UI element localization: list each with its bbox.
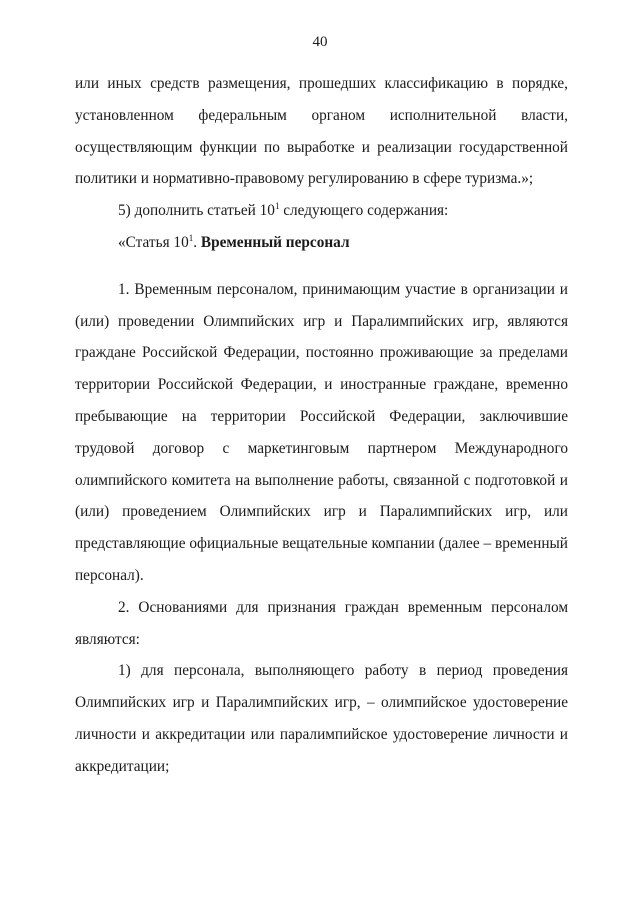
text-line: пребывающие на территории Российской Федерации, заключившие: [75, 407, 568, 425]
text-line: личности и аккредитации или паралимпийское удостоверение личности и: [75, 725, 568, 743]
text-line: аккредитации;: [75, 757, 170, 775]
continuation-paragraph: [75, 68, 568, 195]
article-dot: .: [193, 233, 201, 251]
text-line: представляющие официальные вещательные компании (далее – временный: [75, 535, 568, 553]
item-text: следующего содержания:: [279, 202, 449, 220]
text-line: установленном федеральным органом исполнительной власти,: [75, 106, 568, 124]
page-number: 40: [312, 34, 328, 50]
text-line: олимпийского комитета на выполнение работы, связанной с подготовкой и: [75, 471, 568, 489]
text-line: политики и нормативно-правовому регулированию в сфере туризма.»;: [75, 170, 534, 188]
text-line: персонал).: [75, 566, 144, 584]
subitem-1: [75, 655, 568, 782]
superscript: 1: [274, 201, 280, 212]
text-line: или иных средств размещения, прошедших классификацию в порядке,: [75, 75, 568, 92]
text-line: граждане Российской Федерации, постоянно проживающие за пределами: [75, 344, 568, 362]
paragraph-1: [75, 274, 568, 592]
item-text: 5) дополнить статьей 10: [118, 202, 275, 220]
paragraph-2: [75, 592, 568, 656]
text-line: осуществляющим функции по выработке и реализации государственной: [75, 138, 568, 156]
text-line: (или) проведением Олимпийских игр и Паралимпийских игр, или: [75, 503, 568, 521]
text-line: являются:: [75, 630, 140, 648]
article-title: Временный персонал: [200, 233, 350, 251]
text-line: трудовой договор с маркетинговым партнером Международного: [75, 439, 568, 457]
superscript: 1: [188, 232, 194, 243]
text-line: 1) для персонала, выполняющего работу в период проведения: [118, 662, 568, 680]
text-line: (или) проведении Олимпийских игр и Паралимпийских игр, являются: [75, 312, 568, 330]
text-line: 1. Временным персоналом, принимающим участие в организации и: [118, 280, 568, 298]
text-line: Олимпийских игр и Паралимпийских игр, – олимпийское удостоверение: [75, 694, 568, 712]
article-heading: [75, 227, 568, 259]
amendment-item-5: [75, 195, 568, 227]
text-line: территории Российской Федерации, и иностранные граждане, временно: [75, 376, 568, 394]
document-body: [75, 68, 568, 783]
article-prefix: «Статья 10: [118, 233, 189, 251]
text-line: 2. Основаниями для признания граждан временным персоналом: [118, 598, 568, 616]
